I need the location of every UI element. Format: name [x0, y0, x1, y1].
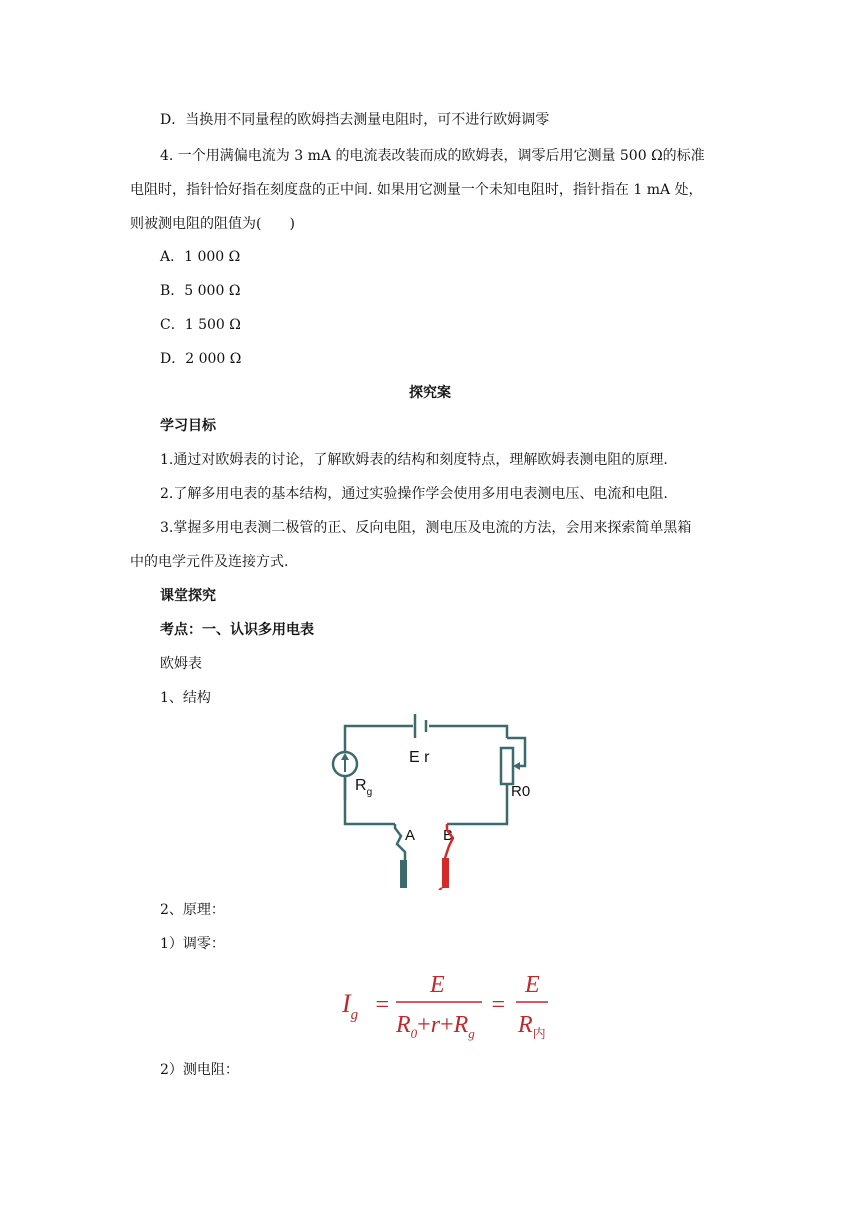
q4-line-3: 则被测电阻的阻值为( )	[130, 216, 295, 232]
q4-line-1: 4. 一个用满偏电流为 3 mA 的电流表改装而成的欧姆表，调零后用它测量 500 Ω的标准	[160, 148, 705, 164]
zeroing-label: 1）调零：	[160, 936, 225, 952]
probe-b-tip	[439, 888, 442, 890]
formula-denominator-1: $R_0+r+R_g$	[396, 1012, 475, 1041]
rheostat-resistor	[501, 748, 513, 784]
formula-numerator-2: E	[525, 972, 540, 998]
formula-eq-2: =	[490, 992, 507, 1018]
right-wire	[447, 784, 507, 824]
rheostat-slider-wire	[507, 738, 525, 766]
q4-option-b: B．5 000 Ω	[160, 283, 241, 299]
label-rg: $R_g$	[355, 777, 373, 798]
goal-item-3-line-1: 3.掌握多用电表测二极管的正、反向电阻，测电压及电流的方法，会用来探索简单黑箱	[160, 520, 692, 536]
label-a: A	[405, 827, 416, 844]
explore-heading: 课堂探究	[160, 588, 216, 604]
goals-heading: 学习目标	[160, 418, 216, 434]
ohmmeter-circuit-diagram	[325, 710, 545, 890]
goal-item-1: 1.通过对欧姆表的讨论，了解欧姆表的结构和刻度特点，理解欧姆表测电阻的原理.	[160, 452, 668, 468]
formula-numerator-1: E	[430, 972, 445, 998]
q4-option-a: A．1 000 Ω	[160, 249, 241, 265]
structure-label: 1、结构	[160, 690, 211, 706]
q3-option-d: D．当换用不同量程的欧姆挡去测量电阻时，可不进行欧姆调零	[160, 112, 550, 128]
probe-a-lead	[395, 824, 405, 860]
label-e-r: E r	[409, 749, 430, 766]
probe-a	[400, 860, 407, 888]
principle-label: 2、原理：	[160, 902, 225, 918]
label-r0: R0	[511, 783, 531, 800]
probe-b	[442, 858, 449, 888]
q4-option-c: C．1 500 Ω	[160, 317, 241, 333]
left-wire	[345, 776, 395, 824]
formula-eq-1: =	[374, 992, 391, 1018]
zeroing-formula	[340, 968, 570, 1048]
topic-heading: 考点：一、认识多用电表	[160, 622, 314, 638]
measure-resistance-label: 2）测电阻：	[160, 1062, 239, 1078]
q4-option-d: D．2 000 Ω	[160, 351, 242, 367]
formula-denominator-2: $R_内$	[518, 1012, 546, 1042]
q4-line-2: 电阻时，指针恰好指在刻度盘的正中间. 如果用它测量一个未知电阻时，指针指在 1 mA 处，	[130, 182, 703, 198]
ohmmeter-label: 欧姆表	[160, 656, 202, 672]
goal-item-2: 2.了解多用电表的基本结构，通过实验操作学会使用多用电表测电压、电流和电阻.	[160, 486, 668, 502]
section-title: 探究案	[409, 385, 451, 401]
top-wire-right	[429, 726, 507, 738]
formula-lhs: $I_g$	[342, 989, 359, 1023]
goal-item-3-line-2: 中的电学元件及连接方式.	[130, 554, 289, 570]
label-b: B	[443, 827, 454, 844]
